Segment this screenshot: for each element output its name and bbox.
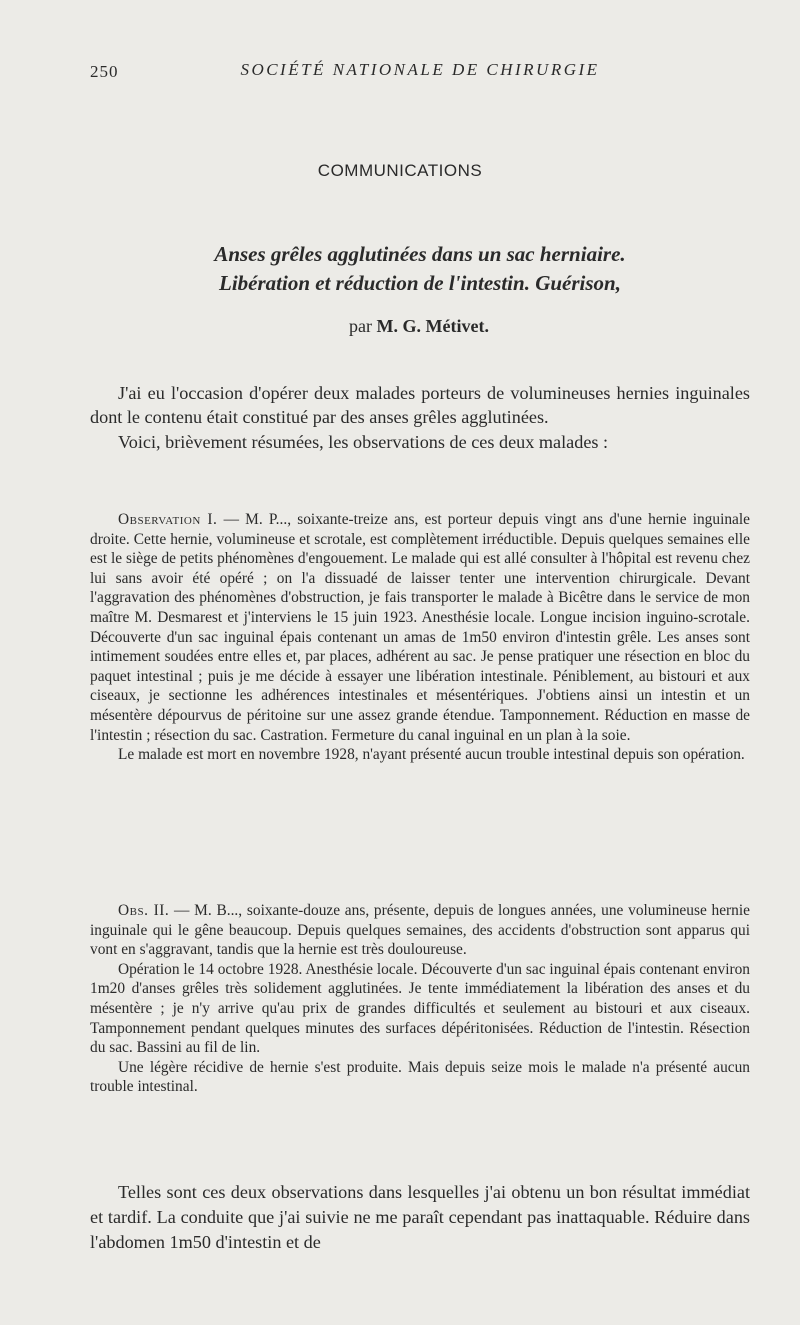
observation-1-label: Observation I. bbox=[118, 511, 218, 528]
conclusion-section bbox=[90, 1180, 750, 1256]
intro-paragraph-2: Voici, brièvement résumées, les observations de ces deux malades : bbox=[118, 431, 609, 452]
section-heading: COMMUNICATIONS bbox=[317, 161, 483, 180]
running-head bbox=[90, 60, 750, 86]
intro-paragraph-1: J'ai eu l'occasion d'opérer deux malades porteurs de volumineuses hernies inguinales dont le contenu était constitué par des anses grêles agglutinées. bbox=[90, 383, 750, 428]
observation-1 bbox=[90, 510, 750, 765]
byline-prefix: par bbox=[349, 316, 377, 336]
observation-2-operation: Opération le 14 octobre 1928. Anesthésie locale. Découverte d'un sac inguinal épais contenant environ 1m20 d'anses grêles très solidement agglutinées. Je tente immédiatement la libération des anses et du mésentère ; je n'y arrive qu'au prix de grandes difficultés et seulement au bistouri et aux ciseaux. Tamponnement pendant quelques minutes des surfaces dépéritonisées. Réduction de l'intestin. Résection du sac. Bassini au fil de lin. bbox=[90, 960, 750, 1057]
journal-title: SOCIÉTÉ NATIONALE DE CHIRURGIE bbox=[240, 60, 600, 79]
byline-author: M. G. Métivet. bbox=[376, 316, 489, 336]
article-title bbox=[90, 240, 750, 298]
observation-2-followup: Une légère récidive de hernie s'est produite. Mais depuis seize mois le malade n'a présenté aucun trouble intestinal. bbox=[90, 1058, 750, 1096]
page-number: 250 bbox=[90, 62, 119, 81]
intro-section bbox=[90, 381, 750, 454]
article-title-line-1: Anses grêles agglutinées dans un sac herniaire. bbox=[214, 242, 626, 266]
byline bbox=[0, 316, 800, 337]
observation-2-label: Obs. II. bbox=[118, 902, 170, 919]
observation-1-body bbox=[90, 510, 750, 745]
observation-1-followup: Le malade est mort en novembre 1928, n'ayant présenté aucun trouble intestinal depuis son opération. bbox=[118, 746, 745, 764]
observation-1-text: — M. P..., soixante-treize ans, est porteur depuis vingt ans d'une hernie inguinale droite. Cette hernie, volumineuse et scrotale, est complètement irréductible. Depuis quelques semaines elle est le siège de petits phénomènes d'engouement. Le malade qui est allé consulter à l'hôpital est revenu chez lui sans avoir été opéré ; on l'a dissuadé de laisser tenter une intervention chirurgicale. Devant l'aggravation des phénomènes d'obstruction, je fais transporter le malade à Bicêtre dans le service de mon maître M. Desmarest et j'interviens le 15 juin 1923. Anesthésie locale. Longue incision inguino-scrotale. Découverte d'un sac inguinal épais contenant un amas de 1m50 environ d'intestin grêle. Les anses sont intimement soudées entre elles et, par places, adhérent au sac. Je pense pratiquer une résection en bloc du paquet intestinal ; puis je me décide à essayer une libération intestinale. Péniblement, au bistouri et aux ciseaux, je sectionne les adhérences intestinales et mésentériques. J'obtiens ainsi un intestin et un mésentère dépourvus de péritoine sur une assez grande étendue. Tamponnement. Réduction en masse de l'intestin ; résection du sac. Castration. Fermeture du canal inguinal en un plan à la soie. bbox=[90, 511, 750, 744]
observation-2 bbox=[90, 901, 750, 1097]
observation-2-text: — M. B..., soixante-douze ans, présente, depuis de longues années, une volumineuse hernie inguinale qui le gêne beaucoup. Depuis quelques semaines, des accidents d'obstruction sont apparus qui vont en s'aggravant, tandis que la hernie est très douloureuse. bbox=[90, 902, 750, 959]
observation-2-body bbox=[90, 901, 750, 960]
conclusion-paragraph: Telles sont ces deux observations dans lesquelles j'ai obtenu un bon résultat immédiat et tardif. La conduite que j'ai suivie ne me paraît cependant pas inattaquable. Réduire dans l'abdomen 1m50 d'intestin et de bbox=[90, 1182, 750, 1253]
article-title-line-2: Libération et réduction de l'intestin. Guérison, bbox=[219, 271, 621, 295]
